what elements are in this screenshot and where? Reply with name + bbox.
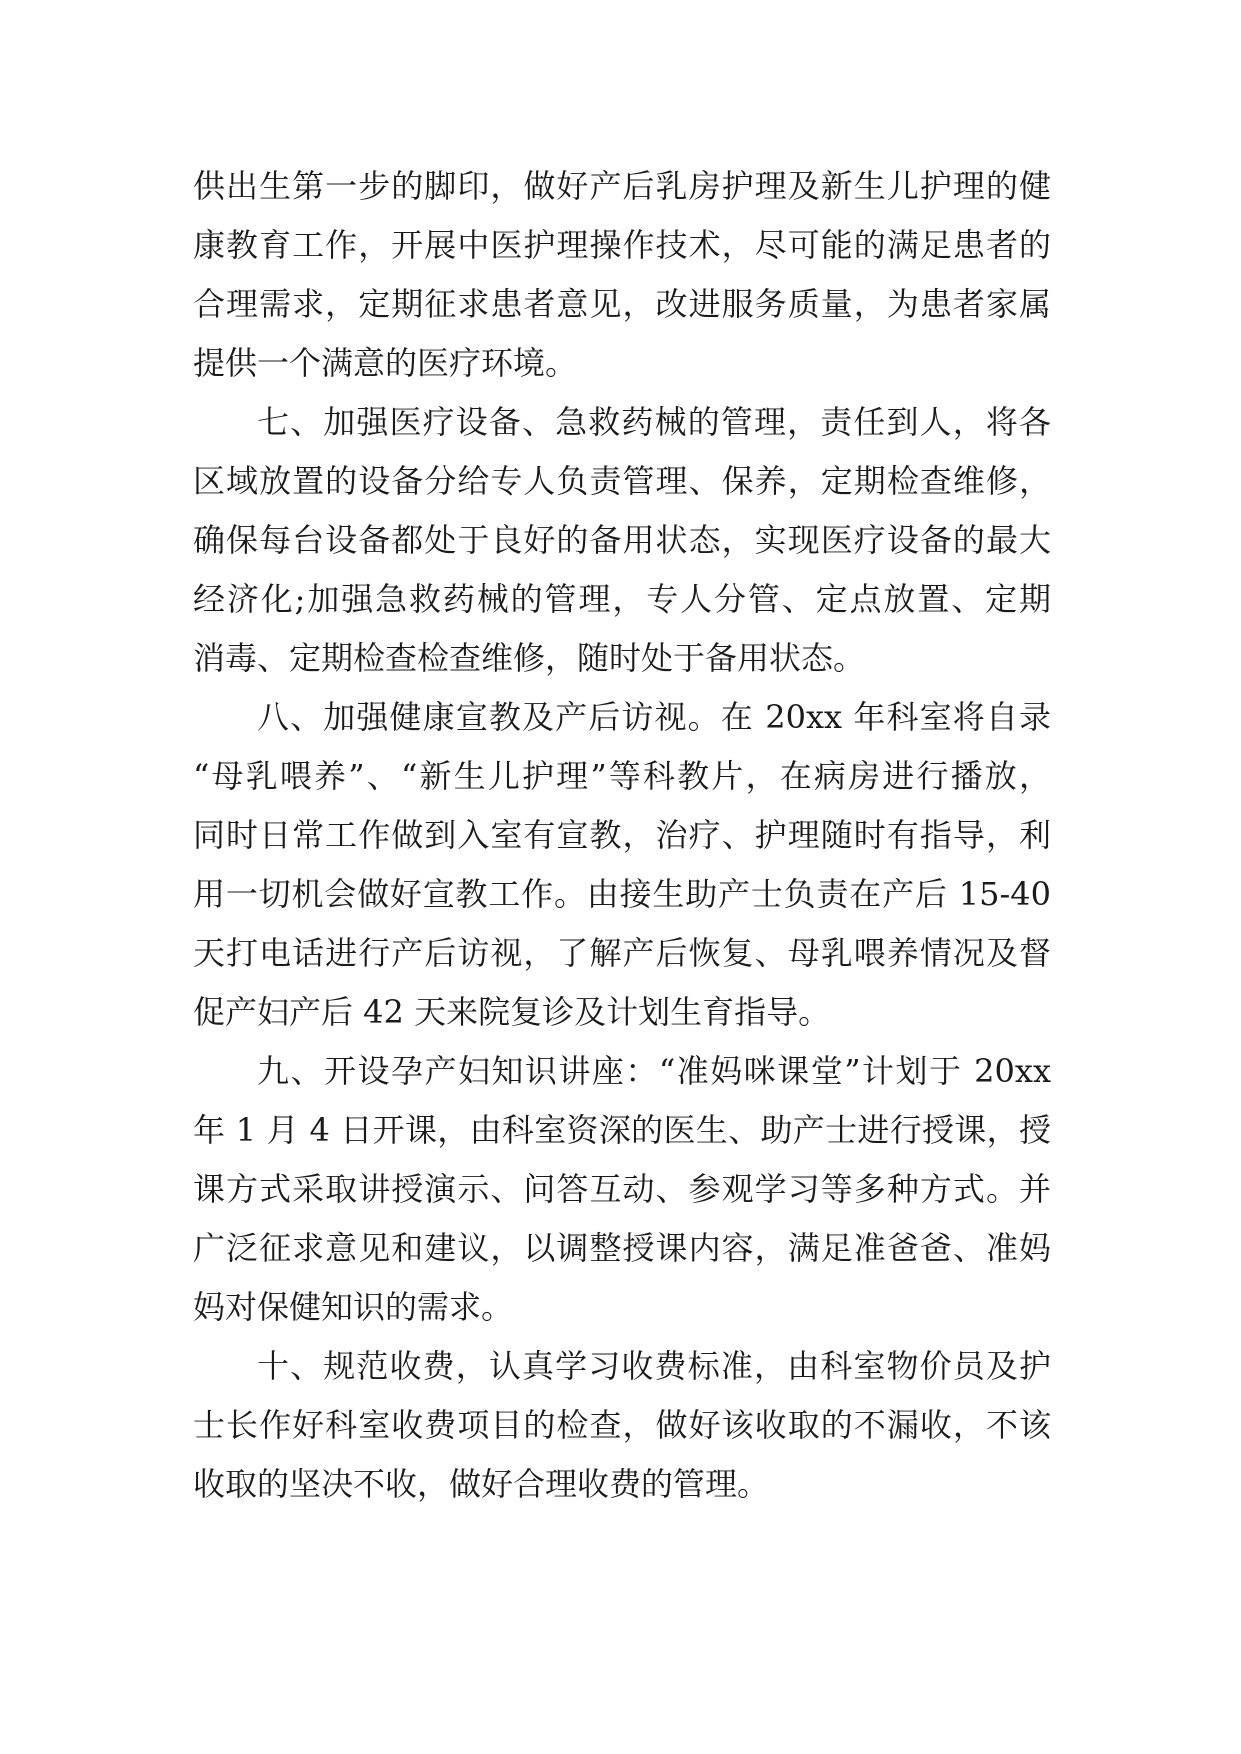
text-line: 十、规范收费，认真学习收费标准，由科室物价员及护 [257, 1347, 1051, 1385]
document-body [193, 157, 1051, 1514]
text-line: 合理需求，定期征求患者意见，改进服务质量，为患者家属 [193, 285, 1051, 323]
paragraph-ten [193, 1337, 1051, 1514]
text-line: 八、加强健康宣教及产后访视。在 20xx 年科室将自录 [257, 698, 1051, 736]
text-line: 七、加强医疗设备、急救药械的管理，责任到人，将各 [257, 403, 1051, 441]
text-line: “母乳喂养”、“新生儿护理”等科教片，在病房进行播放， [193, 757, 1051, 795]
text-line: 经济化;加强急救药械的管理，专人分管、定点放置、定期 [193, 580, 1051, 618]
text-line: 广泛征求意见和建议，以调整授课内容，满足准爸爸、准妈 [193, 1229, 1051, 1267]
text-line: 课方式采取讲授演示、问答互动、参观学习等多种方式。并 [193, 1170, 1051, 1208]
text-line: 年 1 月 4 日开课，由科室资深的医生、助产士进行授课，授 [193, 1111, 1051, 1149]
text-line: 确保每台设备都处于良好的备用状态，实现医疗设备的最大 [193, 521, 1051, 559]
text-line: 康教育工作，开展中医护理操作技术，尽可能的满足患者的 [193, 226, 1051, 264]
paragraph-continuation [193, 157, 1051, 393]
text-line: 妈对保健知识的需求。 [193, 1288, 514, 1326]
paragraph-nine [193, 1042, 1051, 1337]
text-line: 促产妇产后 42 天来院复诊及计划生育指导。 [193, 993, 831, 1031]
text-line: 提供一个满意的医疗环境。 [193, 344, 578, 382]
text-line: 士长作好科室收费项目的检查，做好该收取的不漏收，不该 [193, 1406, 1051, 1444]
text-line: 用一切机会做好宣教工作。由接生助产士负责在产后 15-40 [193, 875, 1051, 913]
text-line: 供出生第一步的脚印，做好产后乳房护理及新生儿护理的健 [193, 167, 1051, 205]
text-line: 天打电话进行产后访视，了解产后恢复、母乳喂养情况及督 [193, 934, 1051, 972]
text-line: 九、开设孕产妇知识讲座：“准妈咪课堂”计划于 20xx [257, 1052, 1051, 1090]
text-line: 区域放置的设备分给专人负责管理、保养，定期检查维修， [193, 462, 1051, 500]
text-line: 收取的坚决不收，做好合理收费的管理。 [193, 1465, 770, 1503]
paragraph-seven [193, 393, 1051, 688]
text-line: 同时日常工作做到入室有宣教，治疗、护理随时有指导，利 [193, 816, 1051, 854]
text-line: 消毒、定期检查检查维修，随时处于备用状态。 [193, 639, 866, 677]
paragraph-eight [193, 688, 1051, 1042]
